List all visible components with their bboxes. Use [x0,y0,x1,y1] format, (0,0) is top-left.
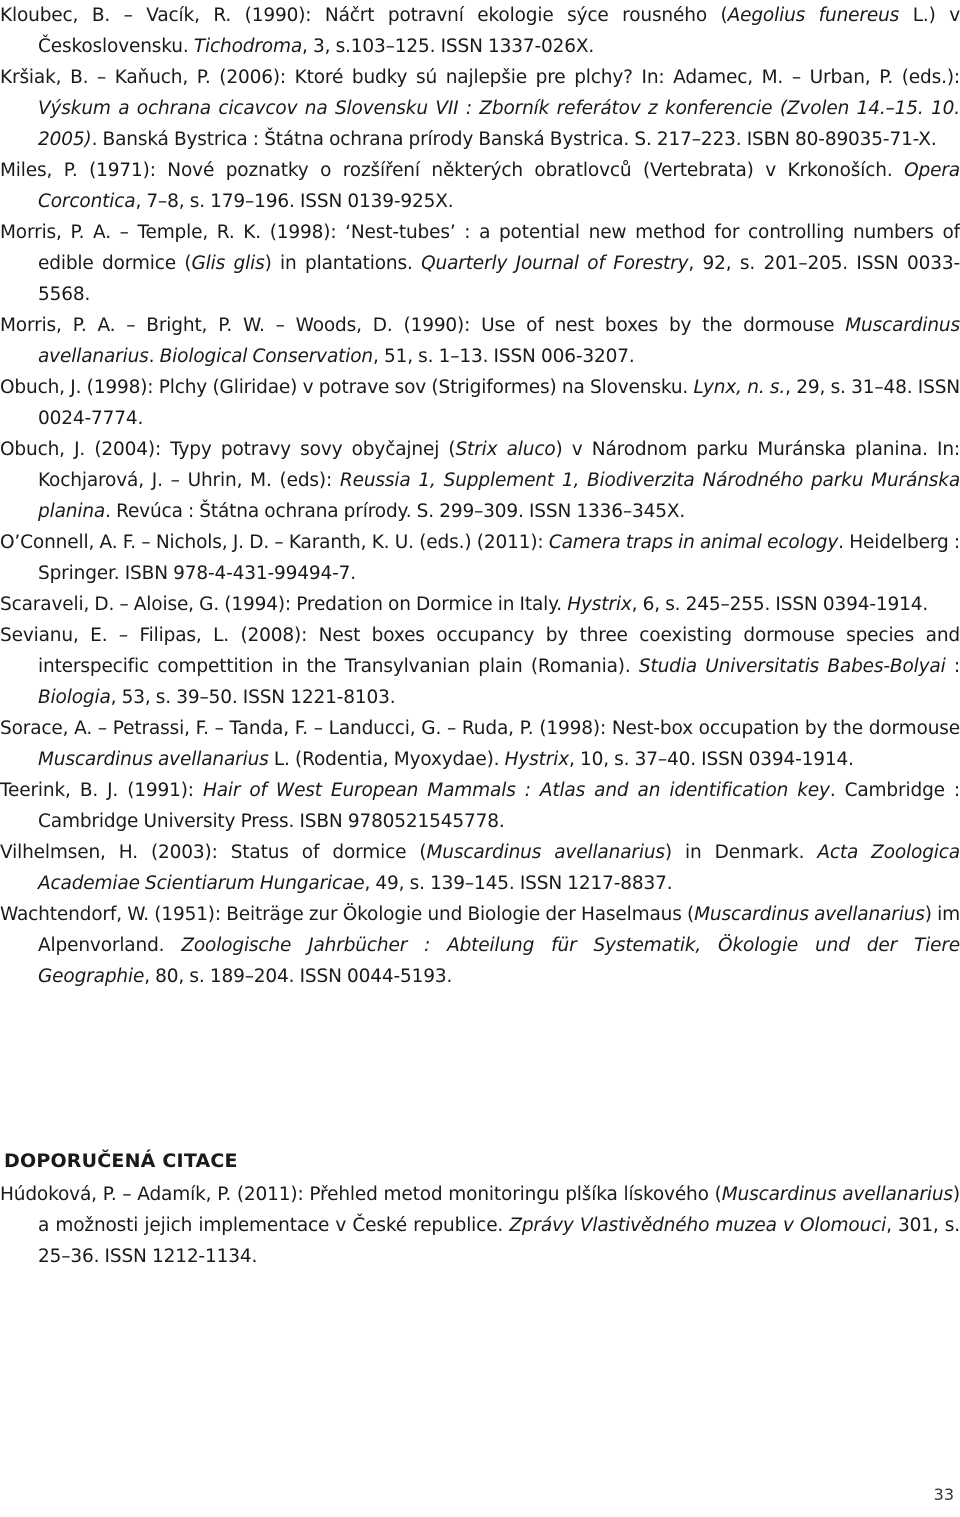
reference-entry [0,620,960,713]
text-segment: Obuch, J. (2004): Typy potravy sovy obyčajnej ( [0,439,456,460]
text-segment: Sevianu, E. – Filipas, L. (2008): Nest boxes occupancy by three coexisting dormouse species and interspecific compettition in the Transylvanian plain (Romania). [0,625,960,677]
italic-segment: Muscardinus avellanarius [426,842,665,863]
text-segment: , 80, s. 189–204. ISSN 0044-5193. [144,966,453,987]
recommended-citation-text [0,1179,960,1272]
reference-entry [0,155,960,217]
italic-segment: Aegolius funereus [727,5,900,26]
reference-entry [0,527,960,589]
reference-entry [0,217,960,310]
italic-segment: Muscardinus avellanarius [38,749,269,770]
italic-segment: Studia Universitatis Babes-Bolyai [638,656,946,677]
text-segment: . Cambridge : Cambridge University Press. ISBN 9780521545778. [38,780,960,832]
italic-segment: Muscardinus avellanarius [38,315,960,367]
text-segment: Morris, P. A. – Bright, P. W. – Woods, D. (1990): Use of nest boxes by the dormouse [0,315,846,336]
text-segment: . [148,346,160,367]
text-segment: . Heidelberg : Springer. ISBN 978-4-431-99494-7. [38,532,960,584]
reference-entry [0,899,960,992]
italic-segment: Biological Conservation [159,346,374,367]
text-segment: , 29, s. 31–48. ISSN 0024-7774. [38,377,960,429]
text-segment: Obuch, J. (1998): Plchy (Gliridae) v potrave sov (Strigiformes) na Slovensku. [0,377,694,398]
italic-segment: Výskum a ochrana cicavcov na Slovensku VII : Zborník referátov z konferencie (Zvolen 14.–15. 10. 2005) [38,98,960,150]
text-segment: Húdoková, P. – Adamík, P. (2011): Přehled metod monitoringu plšíka lískového ( [0,1184,722,1205]
text-segment: , 6, s. 245–255. ISSN 0394-1914. [631,594,929,615]
reference-entry [0,0,960,62]
italic-segment: Hair of West European Mammals : Atlas and an identification key [202,780,830,801]
text-segment: , 51, s. 1–13. ISSN 006-3207. [373,346,635,367]
text-segment: , 3, s.103–125. ISSN 1337-026X. [302,36,595,57]
text-segment: , 7–8, s. 179–196. ISSN 0139-925X. [135,191,454,212]
italic-segment: Hystrix [504,749,570,770]
text-segment: Morris, P. A. – Temple, R. K. (1998): ‘Nest-tubes’ : a potential new method for controlling numbers of edible dormice ( [0,222,960,274]
text-segment: , 10, s. 37–40. ISSN 0394-1914. [569,749,854,770]
text-segment: : [945,656,960,677]
text-segment: Scaraveli, D. – Aloise, G. (1994): Predation on Dormice in Italy. [0,594,568,615]
text-segment: ) a možnosti jejich implementace v České republice. [38,1184,960,1236]
text-segment: Teerink, B. J. (1991): [0,780,203,801]
text-segment: Wachtendorf, W. (1951): Beiträge zur Ökologie und Biologie der Haselmaus ( [0,904,695,925]
text-segment: L.) v Československu. [38,5,960,57]
italic-segment: Acta Zoologica Academiae Scientiarum Hungaricae [38,842,960,894]
italic-segment: Zoologische Jahrbücher : Abteilung für Systematik, Ökologie und der Tiere Geographie [38,935,960,987]
reference-entry [0,62,960,155]
reference-entry [0,310,960,372]
text-segment: ) in Denmark. [664,842,818,863]
recommended-citation [0,1179,960,1272]
text-segment: Sorace, A. – Petrassi, F. – Tanda, F. – Landucci, G. – Ruda, P. (1998): Nest-box occupation by the dormouse [0,718,960,739]
text-segment: Miles, P. (1971): Nové poznatky o rozšíření některých obratlovců (Vertebrata) v Krkonoších. [0,160,905,181]
italic-segment: Opera Corcontica [38,160,960,212]
reference-entry [0,589,960,620]
page-number: 33 [933,1485,954,1504]
italic-segment: Camera traps in animal ecology [548,532,839,553]
italic-segment: Hystrix [567,594,632,615]
italic-segment: Muscardinus avellanarius [721,1184,953,1205]
text-segment: Vilhelmsen, H. (2003): Status of dormice ( [0,842,427,863]
text-segment: Kloubec, B. – Vacík, R. (1990): Náčrt potravní ekologie sýce rousného ( [0,5,728,26]
text-segment: ) im Alpenvorland. [38,904,960,956]
text-segment: L. (Rodentia, Myoxydae). [268,749,505,770]
reference-entry [0,372,960,434]
recommended-citation-heading: DOPORUČENÁ CITACE [4,1150,238,1172]
italic-segment: Lynx, n. s. [693,377,786,398]
italic-segment: Zprávy Vlastivědného muzea v Olomouci [509,1215,887,1236]
text-segment: , 53, s. 39–50. ISSN 1221-8103. [110,687,396,708]
italic-segment: Tichodroma [193,36,303,57]
text-segment: , 92, s. 201–205. ISSN 0033-5568. [38,253,960,305]
text-segment: ) in plantations. [264,253,422,274]
text-segment: . Revúca : Štátna ochrana prírody. S. 299–309. ISSN 1336–345X. [105,501,686,522]
italic-segment: Reussia 1, Supplement 1, Biodiverzita Národného parku Muránska planina [38,470,960,522]
reference-entry [0,775,960,837]
italic-segment: Muscardinus avellanarius [694,904,925,925]
text-segment: . Banská Bystrica : Štátna ochrana prírody Banská Bystrica. S. 217–223. ISBN 80-89035-71-X. [91,129,937,150]
text-segment: ) v Národnom parku Muránska planina. In: Kochjarová, J. – Uhrin, M. (eds): [38,439,960,491]
italic-segment: Glis glis [191,253,265,274]
italic-segment: Biologia [38,687,111,708]
reference-entry [0,837,960,899]
text-segment: O’Connell, A. F. – Nichols, J. D. – Karanth, K. U. (eds.) (2011): [0,532,549,553]
reference-entry [0,434,960,527]
italic-segment: Strix aluco [455,439,556,460]
reference-entry [0,713,960,775]
text-segment: Kršiak, B. – Kaňuch, P. (2006): Ktoré budky sú najlepšie pre plchy? In: Adamec, M. – Urban, P. (eds.): [0,67,960,88]
text-segment: , 49, s. 139–145. ISSN 1217-8837. [364,873,673,894]
italic-segment: Quarterly Journal of Forestry [421,253,689,274]
text-segment: , 301, s. 25–36. ISSN 1212-1134. [38,1215,960,1267]
